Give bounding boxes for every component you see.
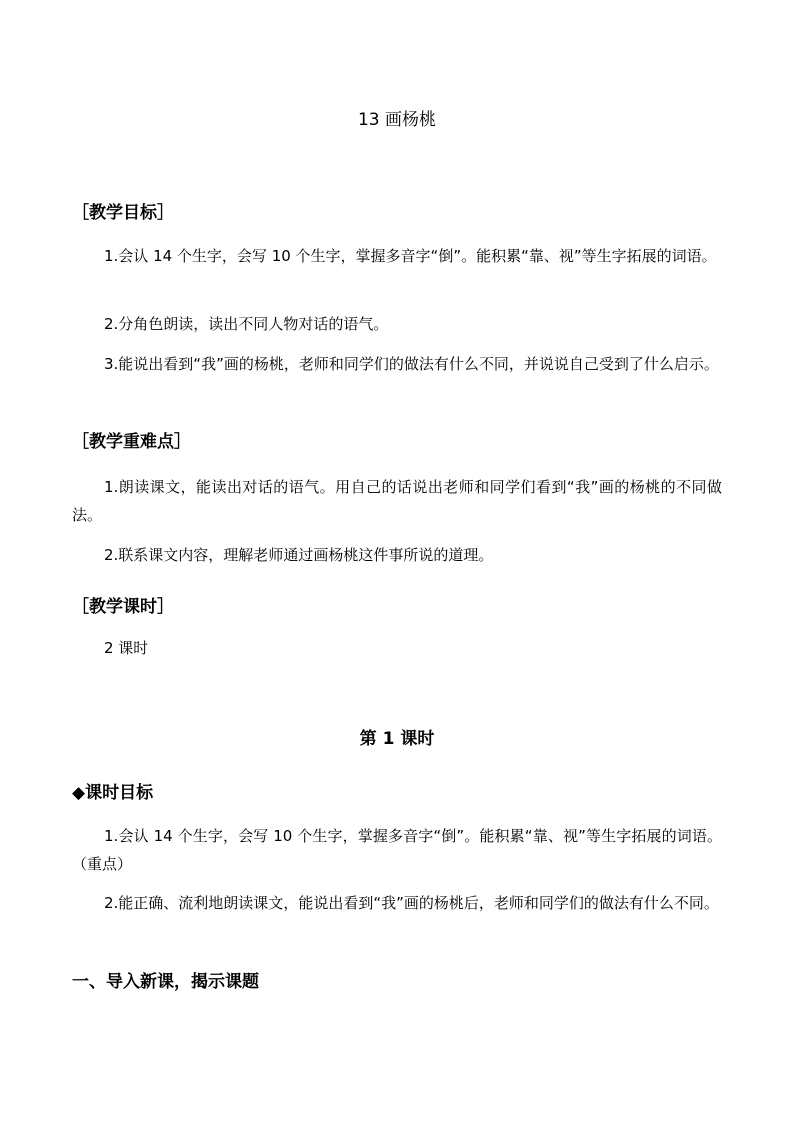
hours-heading: ［教学课时］ bbox=[72, 597, 174, 617]
lesson-1-title: 第 1 课时 bbox=[359, 729, 435, 749]
document-title: 13 画杨桃 bbox=[357, 110, 437, 130]
key-points-heading: ［教学重难点］ bbox=[72, 432, 191, 452]
goals-item-3: 3.能说出看到“我”画的杨桃，老师和同学们的做法有什么不同，并说说自己受到了什么启示。 bbox=[104, 355, 719, 373]
key-points-item-1: 1.朗读课文，能读出对话的语气。用自己的话说出老师和同学们看到“我”画的杨桃的不同做法。 bbox=[72, 478, 722, 524]
lesson-goal-item-1: 1.会认 14 个生字，会写 10 个生字，掌握多音字“倒”。能积累“靠、视”等生字拓展的词语。（重点） bbox=[72, 827, 722, 873]
goals-item-1: 1.会认 14 个生字，会写 10 个生字，掌握多音字“倒”。能积累“靠、视”等生字拓展的词语。 bbox=[104, 247, 717, 265]
lesson-goal-heading: ◆课时目标 bbox=[72, 783, 154, 803]
goals-heading: ［教学目标］ bbox=[72, 203, 174, 223]
key-points-item-2: 2.联系课文内容，理解老师通过画杨桃这件事所说的道理。 bbox=[104, 546, 494, 564]
goals-item-2: 2.分角色朗读，读出不同人物对话的语气。 bbox=[104, 315, 389, 333]
hours-value: 2 课时 bbox=[104, 639, 149, 657]
lesson-goal-item-2: 2.能正确、流利地朗读课文，能说出看到“我”画的杨桃后，老师和同学们的做法有什么不同。 bbox=[104, 894, 719, 912]
step-1-heading: 一、导入新课，揭示课题 bbox=[72, 972, 259, 992]
